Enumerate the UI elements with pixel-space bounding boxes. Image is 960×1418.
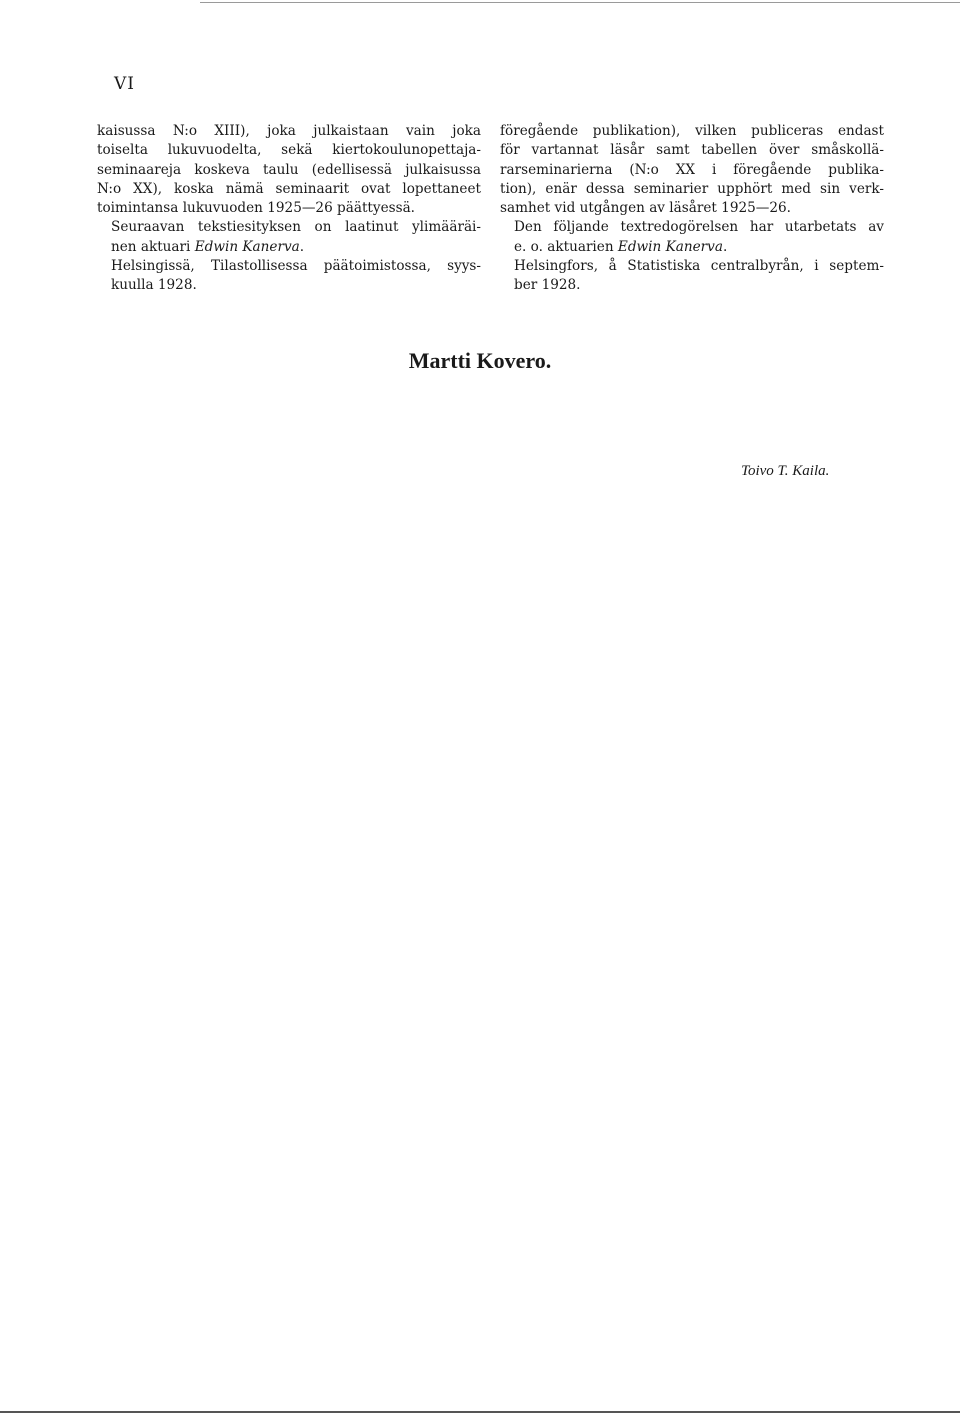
page-number: VI bbox=[114, 74, 135, 94]
text-line: kuulla 1928. bbox=[111, 277, 197, 294]
text-line: seminaareja koskeva taulu (edellisessä julkaisussa bbox=[97, 161, 481, 178]
author-name: Edwin Kanerva bbox=[194, 238, 300, 255]
bottom-scan-line bbox=[0, 1411, 960, 1413]
swedish-paragraph-2 bbox=[500, 218, 884, 257]
finnish-paragraph-2 bbox=[97, 218, 481, 257]
text-line: kaisussa N:o XIII), joka julkaistaan vain joka bbox=[97, 123, 481, 139]
swedish-paragraph-1 bbox=[500, 122, 884, 218]
finnish-paragraph-1 bbox=[97, 122, 481, 218]
text-line: tion), enär dessa seminarier upphört med sin verk- bbox=[500, 180, 884, 197]
text-line: nen aktuari Edwin Kanerva. bbox=[111, 238, 305, 255]
signature-martti-kovero: Martti Kovero. bbox=[408, 348, 552, 373]
swedish-column bbox=[500, 122, 884, 296]
text-line: Seuraavan tekstiesityksen on laatinut ylimääräi- bbox=[111, 219, 481, 236]
text-line: toiselta lukuvuodelta, sekä kiertokoulunopettaja- bbox=[97, 142, 481, 159]
top-scan-line bbox=[200, 2, 960, 3]
author-name: Edwin Kanerva bbox=[617, 238, 723, 255]
text-line: för vartannat läsår samt tabellen över småskollä- bbox=[500, 142, 884, 159]
swedish-paragraph-3 bbox=[500, 257, 884, 296]
text-line: Helsingfors, å Statistiska centralbyrån, i septem- bbox=[514, 258, 884, 275]
text-line: Den följande textredogörelsen har utarbetats av bbox=[514, 219, 884, 236]
signature-toivo-kaila: Toivo T. Kaila. bbox=[741, 463, 830, 479]
text-line: samhet vid utgången av läsåret 1925—26. bbox=[500, 200, 791, 217]
text-line: rarseminarierna (N:o XX i föregående publika- bbox=[500, 161, 884, 178]
text-line: Helsingissä, Tilastollisessa päätoimistossa, syys- bbox=[111, 258, 481, 275]
text-line: föregående publikation), vilken publiceras endast bbox=[500, 123, 884, 139]
finnish-column bbox=[97, 122, 481, 296]
finnish-paragraph-3 bbox=[97, 257, 481, 296]
text-line: toimintansa lukuvuoden 1925—26 päättyessä. bbox=[97, 200, 415, 217]
text-line: N:o XX), koska nämä seminaarit ovat lopettaneet bbox=[97, 180, 481, 197]
text-line: e. o. aktuarien Edwin Kanerva. bbox=[514, 238, 728, 255]
text-line: ber 1928. bbox=[514, 277, 581, 294]
